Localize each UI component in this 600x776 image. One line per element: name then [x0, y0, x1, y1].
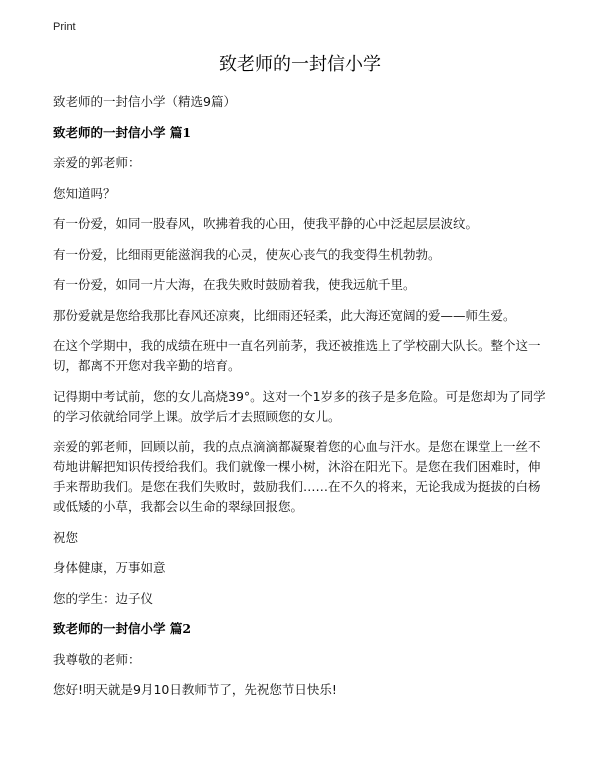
greeting: 亲爱的郭老师：: [53, 155, 141, 170]
paragraph: 您知道吗？: [53, 185, 116, 201]
paragraph: 有一份爱，如同一片大海，在我失败时鼓励着我，使我远航千里。: [53, 277, 416, 292]
paragraph: 亲爱的郭老师，回顾以前，我的点点滴滴都凝聚着您的心血与汗水。是您在课堂上一丝不苟地讲解把知识传授给我们。我们就像一棵小树，沐浴在阳光下。是您在我们困难时，伸手来帮助我们。是您在我们失败时，鼓励我们……在不久的将来，无论我成为挺拔的白杨或低矮的小草，我都会以生命的翠绿回报您。: [53, 439, 541, 514]
closing-wish: 身体健康，万事如意: [53, 560, 166, 575]
paragraph: 您好!明天就是9月10日教师节了，先祝您节日快乐!: [53, 682, 337, 697]
paragraph: 有一份爱，如同一股春风，吹拂着我的心田，使我平静的心中泛起层层波纹。: [53, 216, 479, 231]
document-title: 致老师的一封信小学: [219, 54, 381, 75]
document-subtitle: 致老师的一封信小学（精选9篇）: [53, 94, 236, 109]
signature: 您的学生：边子仪: [53, 590, 154, 606]
section-heading: 致老师的一封信小学 篇1: [53, 124, 192, 140]
greeting: 我尊敬的老师：: [53, 651, 141, 667]
print-link[interactable]: Print: [53, 21, 76, 33]
paragraph: 记得期中考试前，您的女儿高烧39°。这对一个1岁多的孩子是多危险。可是您却为了同学的学习依就给同学上课。放学后才去照顾您的女儿。: [53, 388, 546, 424]
section-heading: 致老师的一封信小学 篇2: [53, 621, 192, 636]
document-body: [53, 92, 550, 711]
closing-salutation: 祝您: [53, 529, 79, 545]
paragraph: 在这个学期中，我的成绩在班中一直名列前茅，我还被推选上了学校副大队长。整个这一切，都离不开您对我辛勤的培育。: [53, 338, 541, 373]
paragraph: 有一份爱，比细雨更能滋润我的心灵，使灰心丧气的我变得生机勃勃。: [53, 246, 441, 262]
paragraph: 那份爱就是您给我那比春风还凉爽，比细雨还轻柔，此大海还宽阔的爱——师生爱。: [53, 307, 516, 323]
